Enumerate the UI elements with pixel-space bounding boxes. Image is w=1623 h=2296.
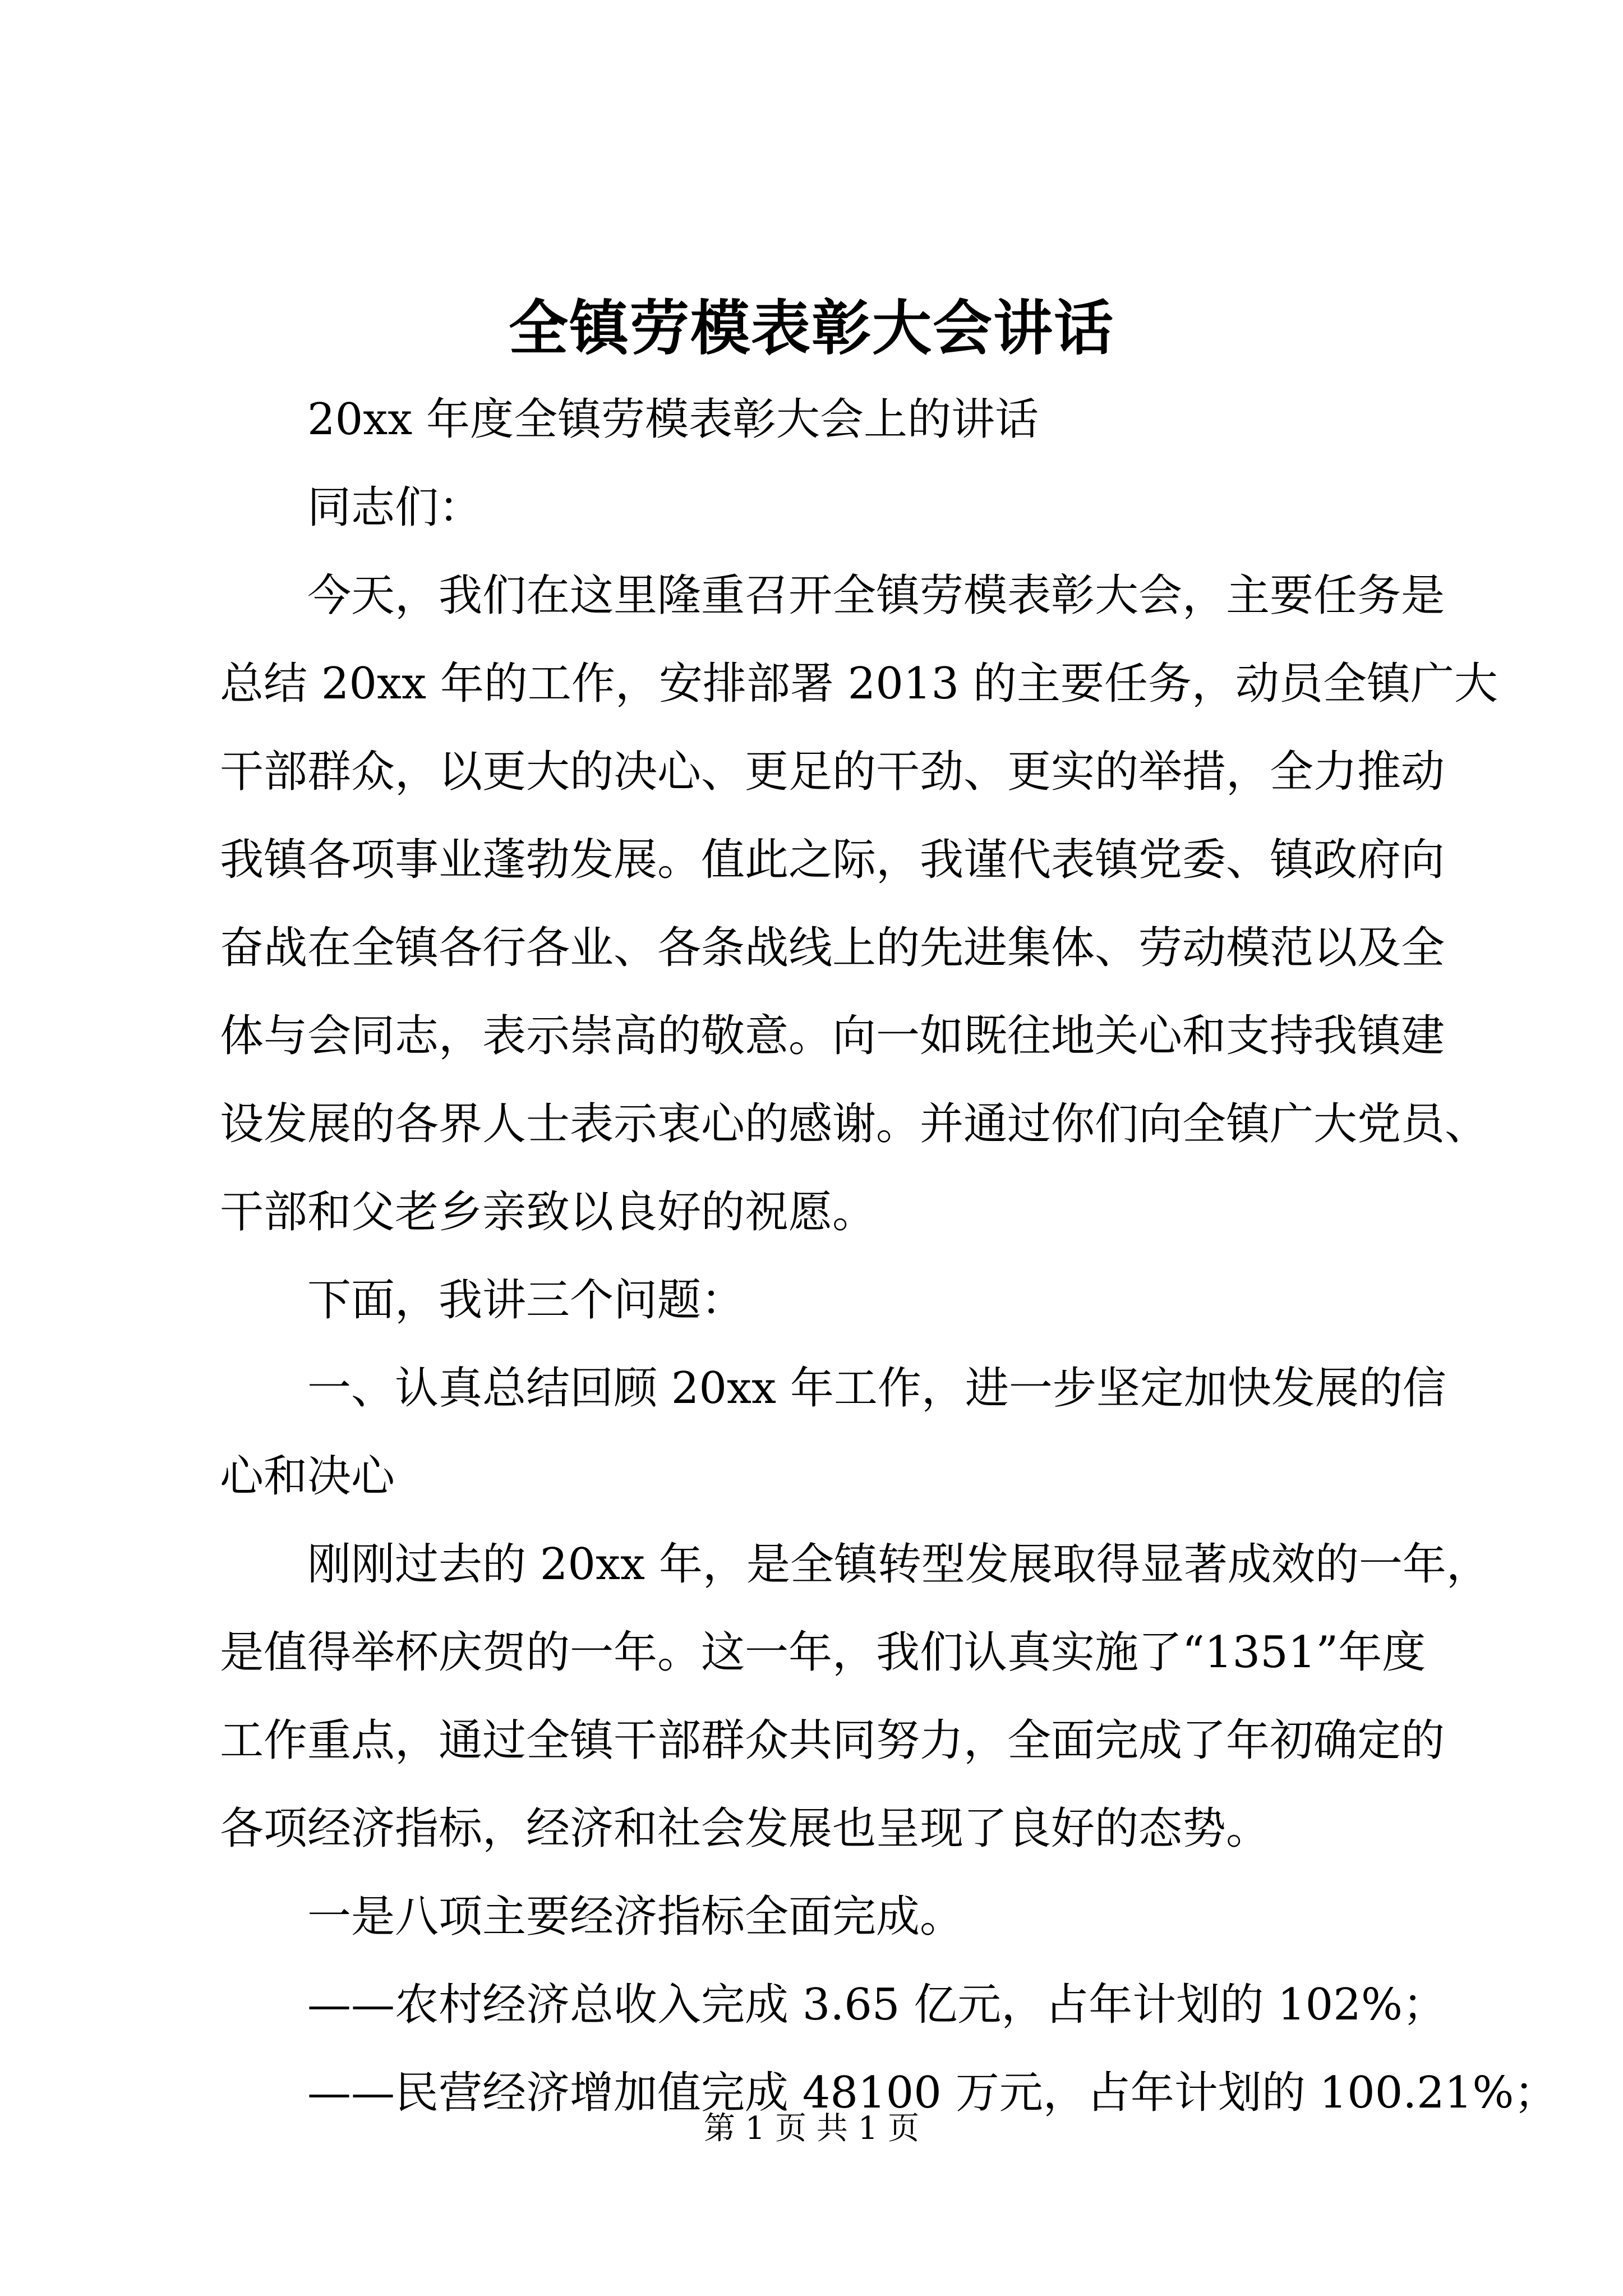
paragraph-line: 工作重点，通过全镇干部群众共同努力，全面完成了年初确定的 — [220, 1715, 1445, 1766]
paragraph-line: 今天，我们在这里隆重召开全镇劳模表彰大会，主要任务是 — [307, 570, 1445, 621]
paragraph-line: 下面，我讲三个问题： — [307, 1275, 745, 1326]
subtitle-line: 20xx 年度全镇劳模表彰大会上的讲话 — [307, 394, 1039, 445]
paragraph-line: 是值得举杯庆贺的一年。这一年，我们认真实施了“1351”年度 — [220, 1627, 1426, 1678]
list-item-line: ——农村经济总收入完成 3.65 亿元，占年计划的 102%； — [307, 1980, 1447, 2030]
paragraph-line: 刚刚过去的 20xx 年，是全镇转型发展取得显著成效的一年， — [307, 1539, 1490, 1590]
paragraph-line: 总结 20xx 年的工作，安排部署 2013 的主要任务，动员全镇广大 — [220, 659, 1498, 709]
salutation-line: 同志们： — [307, 482, 483, 533]
document-body — [220, 376, 1558, 2137]
paragraph-line: 一是八项主要经济指标全面完成。 — [307, 1892, 964, 1942]
paragraph-line: 体与会同志，表示崇高的敬意。向一如既往地关心和支持我镇建 — [220, 1011, 1445, 1061]
paragraph-line: 各项经济指标，经济和社会发展也呈现了良好的态势。 — [220, 1803, 1270, 1854]
section-heading-line: 心和决心 — [220, 1451, 395, 1502]
page-footer: 第 1 页 共 1 页 — [703, 2110, 920, 2147]
list-item-line: ——民营经济增加值完成 48100 万元，占年计划的 100.21%； — [307, 2068, 1558, 2118]
paragraph-line: 奋战在全镇各行各业、各条战线上的先进集体、劳动模范以及全 — [220, 923, 1445, 973]
paragraph-line: 干部和父老乡亲致以良好的祝愿。 — [220, 1187, 877, 1237]
section-heading-line: 一、认真总结回顾 20xx 年工作，进一步坚定加快发展的信 — [307, 1363, 1446, 1414]
paragraph-line: 我镇各项事业蓬勃发展。值此之际，我谨代表镇党委、镇政府向 — [220, 835, 1445, 885]
paragraph-line: 设发展的各界人士表示衷心的感谢。并通过你们向全镇广大党员、 — [220, 1099, 1489, 1149]
paragraph-line: 干部群众，以更大的决心、更足的干劲、更实的举措，全力推动 — [220, 747, 1445, 797]
document-title: 全镇劳模表彰大会讲话 — [509, 293, 1114, 363]
